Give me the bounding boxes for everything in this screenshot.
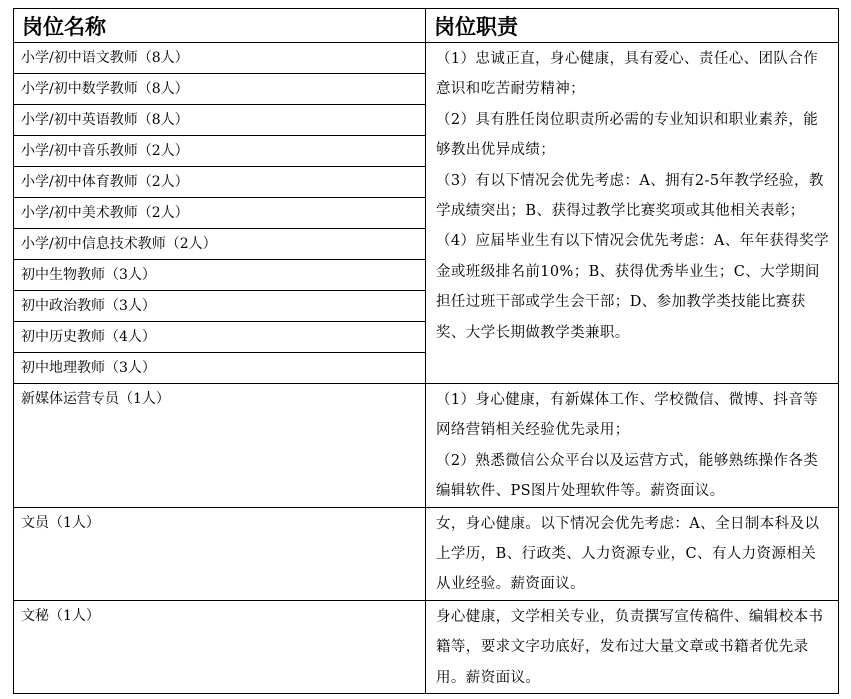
position-name-cell: 初中政治教师（3人） xyxy=(14,291,426,322)
duty-paragraph: 身心健康，文学相关专业，负责撰写宣传稿件、编辑校本书籍等，要求文字功底好，发布过大量文章或书籍者优先录用。薪资面议。 xyxy=(436,608,824,686)
duty-paragraph: （3）有以下情况会优先考虑：A、拥有2-5年教学经验，教学成绩突出；B、获得过教学比赛奖项或其他相关表彰； xyxy=(436,172,824,220)
teacher-duty-cell xyxy=(426,43,839,384)
header-row xyxy=(14,9,839,43)
job-table xyxy=(13,8,839,694)
duty-paragraph: 女，身心健康。以下情况会优先考虑：A、全日制本科及以上学历，B、行政类、人力资源专业，C、有人力资源相关从业经验。薪资面议。 xyxy=(436,515,820,593)
duty-paragraph: （1）忠诚正直，身心健康，具有爱心、责任心、团队合作意识和吃苦耐劳精神； xyxy=(436,51,819,98)
position-name-cell: 小学/初中数学教师（8人） xyxy=(14,74,426,105)
position-name-cell: 小学/初中语文教师（8人） xyxy=(14,43,426,74)
clerk-duty-cell xyxy=(426,507,839,600)
position-name-cell: 小学/初中英语教师（8人） xyxy=(14,105,426,136)
header-position-duty: 岗位职责 xyxy=(426,9,839,43)
position-name-cell: 小学/初中信息技术教师（2人） xyxy=(14,229,426,260)
table-row xyxy=(14,600,839,693)
duty-paragraph: （2）熟悉微信公众平台以及运营方式，能够熟练操作各类编辑软件、PS图片处理软件等。薪资面议。 xyxy=(436,452,819,500)
position-name-cell: 小学/初中音乐教师（2人） xyxy=(14,136,426,167)
duty-paragraph: （1）身心健康，有新媒体工作、学校微信、微博、抖音等网络营销相关经验优先录用； xyxy=(436,392,819,439)
position-name-cell: 初中生物教师（3人） xyxy=(14,260,426,291)
position-name-cell: 文员（1人） xyxy=(14,507,426,600)
position-name-cell: 初中地理教师（3人） xyxy=(14,353,426,384)
duty-paragraph: （2）具有胜任岗位职责所必需的专业知识和职业素养，能够教出优异成绩； xyxy=(436,111,819,159)
secretary-duty-cell xyxy=(426,600,839,693)
position-name-cell: 初中历史教师（4人） xyxy=(14,322,426,353)
duty-paragraph: （4）应届毕业生有以下情况会优先考虑：A、年年获得奖学金或班级排名前10%；B、获得优秀毕业生；C、大学期间担任过班干部或学生会干部；D、参加教学类技能比赛获奖、大学长期做教学类兼职。 xyxy=(436,233,829,341)
table-row xyxy=(14,384,839,508)
position-name-cell: 小学/初中美术教师（2人） xyxy=(14,198,426,229)
position-name-cell: 文秘（1人） xyxy=(14,600,426,693)
position-name-cell: 小学/初中体育教师（2人） xyxy=(14,167,426,198)
table-row xyxy=(14,43,839,74)
table-row xyxy=(14,507,839,600)
media-duty-cell xyxy=(426,384,839,508)
position-name-cell: 新媒体运营专员（1人） xyxy=(14,384,426,508)
header-position-name: 岗位名称 xyxy=(14,9,426,43)
